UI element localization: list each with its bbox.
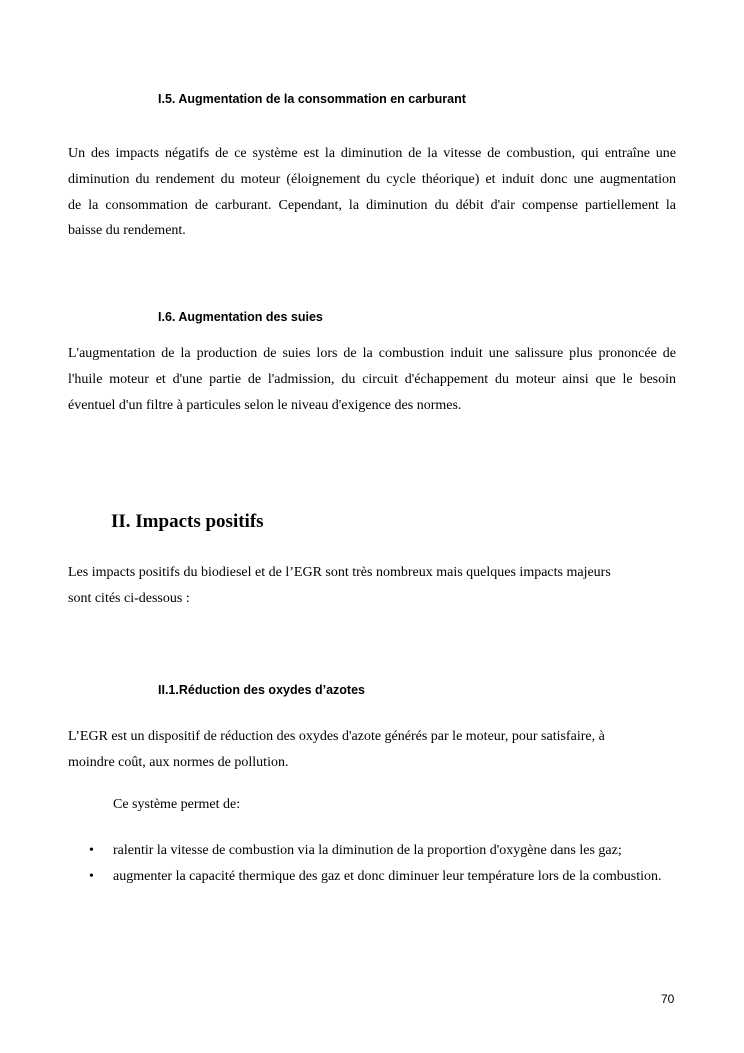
- list-item: [0, 838, 744, 864]
- section-heading-ii1: II.1.Réduction des oxydes d’azotes: [158, 683, 366, 697]
- paragraph-line: diminution du rendement du moteur (éloignement du cycle théorique) et induit donc une augmentation: [68, 171, 676, 187]
- paragraph-ii1: [68, 724, 676, 776]
- paragraph-line: baisse du rendement.: [68, 223, 186, 239]
- paragraph-line: moindre coût, aux normes de pollution.: [68, 754, 289, 770]
- paragraph-line: L’EGR est un dispositif de réduction des oxydes d'azote générés par le moteur, pour satisfaire, à: [68, 729, 605, 744]
- paragraph-line: éventuel d'un filtre à particules selon le niveau d'exigence des normes.: [68, 397, 462, 413]
- page-number: 70: [661, 992, 675, 1006]
- paragraph-line: Les impacts positifs du biodiesel et de l’EGR sont très nombreux mais quelques impacts majeurs: [68, 565, 611, 580]
- list-intro: [113, 792, 673, 818]
- list-item-text: ralentir la vitesse de combustion via la diminution de la proportion d'oxygène dans les gaz;: [113, 843, 622, 858]
- paragraph-line: Un des impacts négatifs de ce système est la diminution de la vitesse de combustion, qui entraîne une: [68, 146, 676, 161]
- section-heading-i6: I.6. Augmentation des suies: [158, 310, 323, 324]
- section-heading-i5: I.5. Augmentation de la consommation en carburant: [158, 92, 466, 106]
- paragraph-i6: [68, 341, 676, 418]
- paragraph-line: l'huile moteur et d'une partie de l'admission, du circuit d'échappement du moteur ainsi que le besoin: [68, 371, 676, 387]
- list-intro-text: Ce système permet de:: [113, 797, 241, 812]
- bullet-icon: •: [89, 843, 94, 858]
- paragraph-line: de la consommation de carburant. Cependant, la diminution du débit d'air compense partiellement la: [68, 197, 676, 213]
- chapter-heading-ii: II. Impacts positifs: [111, 511, 264, 532]
- bullet-icon: •: [89, 868, 94, 884]
- paragraph-line: L'augmentation de la production de suies lors de la combustion induit une salissure plus prononcée de: [68, 346, 676, 361]
- paragraph-i5: [68, 141, 676, 244]
- list-item-text: augmenter la capacité thermique des gaz et donc diminuer leur température lors de la combustion.: [113, 868, 662, 884]
- paragraph-line: sont cités ci-dessous :: [68, 590, 190, 606]
- list-item: [0, 864, 744, 890]
- paragraph-ii: [68, 560, 676, 612]
- bullet-list: [0, 838, 744, 890]
